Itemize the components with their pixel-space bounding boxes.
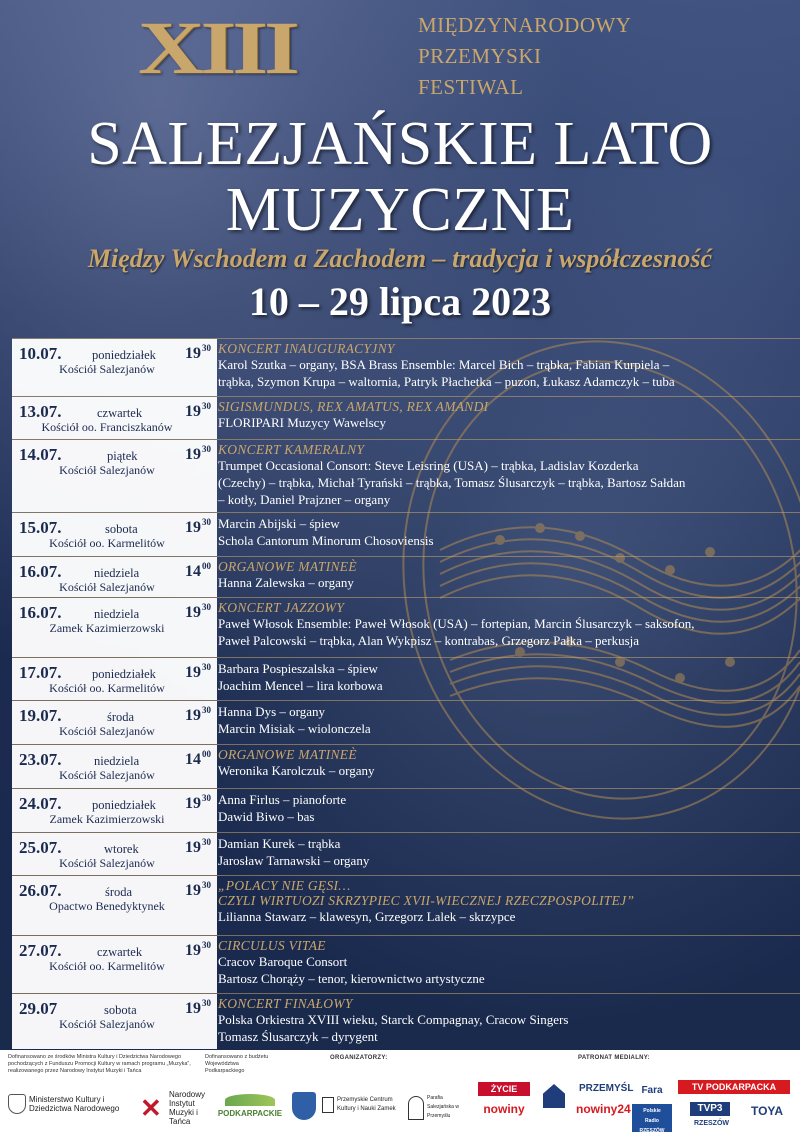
event-venue: Kościół Salezjanów	[59, 580, 155, 594]
event-details	[218, 341, 800, 390]
event-info	[12, 658, 217, 700]
event-performer-line: Damian Kurek – trąbka	[218, 836, 341, 851]
event-performer-line: Karol Szutka – organy, BSA Brass Ensemble: Marcel Bich – trąbka, Fabian Kurpiela –	[218, 357, 670, 372]
nowiny24-logo: nowiny24	[576, 1102, 631, 1116]
event-row	[12, 556, 800, 597]
event-weekday: piątek	[107, 449, 138, 463]
event-venue: Kościół Salezjanów	[59, 768, 155, 782]
event-performer-line: trąbka, Szymon Krupa – waltornia, Patryk Płachetka – puzon, Łukasz Adamczyk – tuba	[218, 374, 675, 389]
event-row	[12, 512, 800, 556]
city-crest-logo	[292, 1092, 316, 1120]
event-details	[218, 600, 800, 649]
event-time: $19^{30}$	[185, 662, 211, 681]
event-title: CIRCULUS VITAE	[218, 938, 326, 953]
event-venue: Kościół Salezjanów	[59, 362, 155, 376]
event-date: 29.07	[19, 999, 58, 1018]
church-icon	[543, 1084, 565, 1108]
event-date: 16.07.	[19, 603, 62, 622]
event-date: 16.07.	[19, 562, 62, 581]
event-venue: Kościół Salezjanów	[59, 856, 155, 870]
event-weekday: sobota	[104, 1003, 137, 1017]
event-performer-line: Cracov Baroque Consort	[218, 954, 348, 969]
event-performer-line: Schola Cantorum Minorum Chosoviensis	[218, 533, 434, 548]
media-patronage-heading: PATRONAT MEDIALNY:	[578, 1055, 650, 1061]
event-time: $19^{30}$	[185, 837, 211, 856]
zycie-logo: ŻYCIE	[478, 1082, 530, 1096]
event-weekday: niedziela	[94, 607, 140, 621]
roman-numeral: XIII	[138, 5, 296, 90]
event-weekday: środa	[105, 885, 133, 899]
event-performer-line: Lilianna Stawarz – klawesyn, Grzegorz Lalek – skrzypce	[218, 909, 516, 924]
event-performer-line: Trumpet Occasional Consort: Steve Leisring (USA) – trąbka, Ladislav Kozderka	[218, 458, 639, 473]
event-time: $19^{30}$	[185, 793, 211, 812]
event-details	[218, 703, 800, 737]
festival-motto: Między Wschodem a Zachodem – tradycja i współczesność	[87, 244, 713, 273]
event-venue: Kościół Salezjanów	[59, 463, 155, 477]
event-time: $19^{30}$	[185, 401, 211, 420]
parish-emblem-icon	[408, 1096, 424, 1120]
event-details	[218, 996, 800, 1045]
event-performer-line: – kotły, Daniel Prajzner – organy	[218, 492, 391, 507]
event-details	[218, 442, 800, 508]
event-details	[218, 791, 800, 825]
event-info	[12, 440, 217, 512]
event-details	[218, 559, 800, 591]
event-row	[12, 993, 800, 1049]
tv-podkarpacka-logo: TV PODKARPACKA	[678, 1080, 790, 1094]
event-time: $19^{30}$	[185, 444, 211, 463]
event-weekday: wtorek	[104, 842, 139, 856]
church-logo	[543, 1084, 565, 1108]
castle-icon	[322, 1097, 334, 1113]
ministry-logo: Ministerstwo Kultury i Dziedzictwa Narodowego	[8, 1094, 138, 1114]
event-row	[12, 875, 800, 935]
event-row	[12, 788, 800, 832]
event-venue: Kościół oo. Karmelitów	[49, 959, 165, 973]
nowiny-logo: nowiny	[483, 1102, 525, 1116]
event-time: $19^{30}$	[185, 880, 211, 899]
event-date: 13.07.	[19, 402, 62, 421]
event-weekday: sobota	[105, 522, 138, 536]
sponsor-strip	[0, 1050, 800, 1132]
event-time: $14^{00}$	[185, 749, 211, 768]
rzeszow-label: RZESZÓW	[694, 1120, 729, 1127]
event-details	[218, 938, 800, 987]
event-time: $19^{30}$	[185, 998, 211, 1017]
eagle-emblem-icon	[8, 1094, 26, 1114]
podkarpackie-mark-icon	[225, 1094, 275, 1106]
event-venue: Opactwo Benedyktynek	[49, 899, 165, 913]
event-venue: Kościół oo. Karmelitów	[49, 536, 165, 550]
event-date: 19.07.	[19, 706, 62, 725]
event-title-continued: CZYLI WIRTUOZI SKRZYPIEC XVII-WIECZNEJ RZECZPOSPOLITEJ”	[218, 893, 635, 908]
event-info	[12, 397, 217, 439]
event-info	[12, 513, 217, 556]
event-info	[12, 876, 217, 935]
event-date: 15.07.	[19, 518, 62, 537]
event-weekday: czwartek	[97, 945, 143, 959]
event-title: ORGANOWE MATINEÈ	[218, 559, 357, 574]
event-date: 24.07.	[19, 794, 62, 813]
funding-note: Dofinansowano ze środków Ministra Kultury i Dziedzictwa Narodowego pochodzących z Funduszu Promocji Kultury w ramach programu „Muzyka”, realizowanego przez Narodowy Instytut Muzyki i Tańca	[8, 1054, 191, 1074]
event-info	[12, 789, 217, 832]
event-title: KONCERT FINAŁOWY	[218, 996, 353, 1011]
event-time: $14^{00}$	[185, 561, 211, 580]
tvp3-logo: TVP3	[690, 1102, 730, 1116]
event-weekday: poniedziałek	[92, 667, 156, 681]
event-details	[218, 747, 800, 779]
event-title: KONCERT INAUGURACYJNY	[218, 341, 395, 356]
cultural-centre-logo: Przemyskie Centrum Kultury i Nauki Zamek	[322, 1096, 402, 1114]
nimit-mark-icon: ✕	[140, 1093, 162, 1123]
event-title: „POLACY NIE GĘSI…	[218, 878, 351, 893]
event-weekday: poniedziałek	[92, 348, 156, 362]
event-date: 27.07.	[19, 941, 62, 960]
event-title: SIGISMUNDUS, REX AMATUS, REX AMANDI	[218, 399, 489, 414]
event-venue: Kościół Salezjanów	[59, 1017, 155, 1031]
crest-icon	[292, 1092, 316, 1120]
event-performer-line: Dawid Biwo – bas	[218, 809, 315, 824]
event-time: $19^{30}$	[185, 602, 211, 621]
event-row	[12, 338, 800, 396]
festival-header	[0, 6, 800, 116]
event-performer-line: Barbara Pospieszalska – śpiew	[218, 661, 378, 676]
event-performer-line: Bartosz Chorąży – tenor, kierownictwo artystyczne	[218, 971, 485, 986]
event-weekday: niedziela	[94, 566, 140, 580]
toya-logo: TOYA	[750, 1104, 783, 1118]
event-info	[12, 701, 217, 744]
event-performer-line: Joachim Mencel – lira korbowa	[218, 678, 383, 693]
event-time: $19^{30}$	[185, 705, 211, 724]
event-info	[12, 833, 217, 875]
przemysl-logo: PRZEMYŚL	[579, 1083, 634, 1094]
event-performer-line: Paweł Palcowski – trąbka, Alan Wykpisz – kontrabas, Grzegorz Pałka – perkusja	[218, 633, 640, 648]
parish-logo: Parafia Salezjańska w Przemyślu	[408, 1094, 468, 1121]
event-info	[12, 339, 217, 396]
event-performer-line: FLORIPARI Muzycy Wawelscy	[218, 415, 386, 430]
event-details	[218, 515, 800, 549]
event-performer-line: Jarosław Tarnawski – organy	[218, 853, 370, 868]
event-weekday: czwartek	[97, 406, 143, 420]
event-details	[218, 835, 800, 869]
event-performer-line: Tomasz Ślusarczyk – dyrygent	[218, 1029, 378, 1044]
event-date: 10.07.	[19, 344, 62, 363]
event-info	[12, 557, 217, 597]
event-weekday: niedziela	[94, 754, 140, 768]
event-info	[12, 745, 217, 788]
event-date: 25.07.	[19, 838, 62, 857]
regional-funding-note: Dofinansowano z budżetu Województwa Podkarpackiego	[205, 1054, 269, 1074]
event-date: 17.07.	[19, 663, 62, 682]
event-title: KONCERT JAZZOWY	[218, 600, 345, 615]
event-time: $19^{30}$	[185, 940, 211, 959]
event-performer-line: Anna Firlus – pianoforte	[218, 792, 347, 807]
event-date: 26.07.	[19, 881, 62, 900]
event-row	[12, 935, 800, 993]
event-date: 23.07.	[19, 750, 62, 769]
event-title: KONCERT KAMERALNY	[218, 442, 365, 457]
event-performer-line: (Czechy) – trąbka, Michał Tyrański – trąbka, Tomasz Ślusarczyk – trąbka, Bartosz Sałdan	[218, 475, 686, 490]
event-details	[218, 399, 800, 431]
main-title-line-2: MUZYCZNE	[225, 176, 575, 244]
event-info	[12, 598, 217, 657]
event-performer-line: Paweł Włosok Ensemble: Paweł Włosok (USA) – fortepian, Marcin Ślusarczyk – saksofon,	[218, 616, 695, 631]
event-row	[12, 700, 800, 744]
fara-logo: Fara	[641, 1085, 663, 1096]
event-row	[12, 832, 800, 875]
podkarpackie-logo: PODKARPACKIE	[215, 1094, 285, 1118]
event-row	[12, 597, 800, 657]
nimit-logo: ✕ Narodowy Instytut Muzyki i Tańca	[140, 1090, 206, 1126]
event-details	[218, 660, 800, 694]
event-info	[12, 994, 217, 1049]
event-info	[12, 936, 217, 993]
event-row	[12, 657, 800, 700]
event-venue: Kościół Salezjanów	[59, 724, 155, 738]
event-details	[218, 878, 800, 925]
radio-rzeszow-logo: Polskie Radio RZESZÓW	[632, 1104, 672, 1132]
event-title: ORGANOWE MATINEÈ	[218, 747, 357, 762]
event-time: $19^{30}$	[185, 517, 211, 536]
festival-dates: 10 – 29 lipca 2023	[248, 279, 552, 324]
event-row	[12, 439, 800, 512]
event-venue: Kościół oo. Karmelitów	[49, 681, 165, 695]
event-row	[12, 744, 800, 788]
event-weekday: środa	[107, 710, 135, 724]
organizers-heading: ORGANIZATORZY:	[330, 1055, 388, 1061]
festival-subtitle: MIĘDZYNARODOWY PRZEMYSKI FESTIWAL	[418, 13, 632, 99]
event-time: $19^{30}$	[185, 343, 211, 362]
event-performer-line: Hanna Dys – organy	[218, 704, 325, 719]
main-title-line-1: SALEZJAŃSKIE LATO	[87, 110, 713, 178]
event-performer-line: Marcin Abijski – śpiew	[218, 516, 340, 531]
event-performer-line: Polska Orkiestra XVIII wieku, Starck Compagnay, Cracow Singers	[218, 1012, 569, 1027]
event-performer-line: Hanna Zalewska – organy	[218, 575, 354, 590]
event-performer-line: Weronika Karolczuk – organy	[218, 763, 375, 778]
event-venue: Kościół oo. Franciszkanów	[41, 420, 173, 434]
event-venue: Zamek Kazimierzowski	[49, 812, 165, 826]
event-date: 14.07.	[19, 445, 62, 464]
event-venue: Zamek Kazimierzowski	[49, 621, 165, 635]
event-weekday: poniedziałek	[92, 798, 156, 812]
event-performer-line: Marcin Misiak – wiolonczela	[218, 721, 371, 736]
event-row	[12, 396, 800, 439]
